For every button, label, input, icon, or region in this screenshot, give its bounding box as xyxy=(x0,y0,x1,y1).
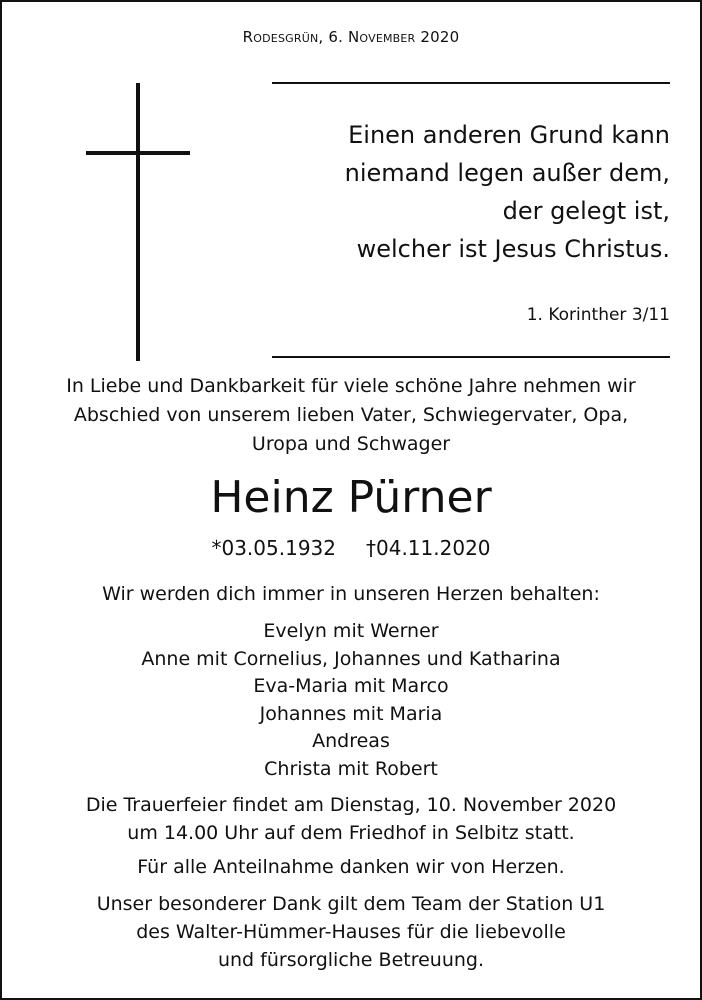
place-date: Rodesgrün, 6. November 2020 xyxy=(242,28,460,46)
family-member: Johannes mit Maria xyxy=(259,702,443,725)
verse-bottom-rule xyxy=(272,356,670,358)
family-member: Andreas xyxy=(312,730,390,752)
intro-line: Uropa und Schwager xyxy=(251,433,451,455)
verse-reference: 1. Korinther 3/11 xyxy=(526,305,670,325)
intro-line: In Liebe und Dankbarkeit für viele schöne Jahre nehmen wir xyxy=(66,375,636,397)
intro-text xyxy=(0,372,702,459)
thanks-text: Für alle Anteilnahme danken wir von Herzen. xyxy=(137,856,565,878)
intro-line: Abschied von unserem lieben Vater, Schwiegervater, Opa, xyxy=(73,404,629,426)
special-thanks-line: Unser besonderer Dank gilt dem Team der Station U1 xyxy=(96,893,606,915)
verse-line: welcher ist Jesus Christus. xyxy=(356,235,670,263)
verse-line: niemand legen außer dem, xyxy=(344,159,670,187)
funeral-info xyxy=(0,791,702,847)
funeral-line: Die Trauerfeier findet am Dienstag, 10. November 2020 xyxy=(85,794,617,816)
funeral-line: um 14.00 Uhr auf dem Friedhof in Selbitz statt. xyxy=(127,822,575,844)
family-member: Evelyn mit Werner xyxy=(263,620,439,642)
verse-line: der gelegt ist, xyxy=(502,197,670,225)
life-dates xyxy=(0,533,702,563)
deceased-name: Heinz Pürner xyxy=(210,472,492,523)
cross-icon-bar xyxy=(86,151,190,155)
special-thanks xyxy=(0,890,702,974)
cross-icon xyxy=(136,83,140,361)
verse-line: Einen anderen Grund kann xyxy=(348,121,670,149)
family-list xyxy=(0,618,702,783)
farewell-text: Wir werden dich immer in unseren Herzen behalten: xyxy=(102,583,600,605)
bible-verse xyxy=(290,116,670,268)
family-member: Anne mit Cornelius, Johannes und Katharina xyxy=(141,647,561,670)
family-member: Eva-Maria mit Marco xyxy=(253,675,449,697)
special-thanks-line: des Walter-Hümmer-Hauses für die liebevolle xyxy=(136,921,566,943)
death-date: †04.11.2020 xyxy=(366,536,491,560)
special-thanks-line: und fürsorgliche Betreuung. xyxy=(217,949,485,971)
family-member: Christa mit Robert xyxy=(264,757,438,780)
verse-top-rule xyxy=(272,82,670,84)
birth-date: *03.05.1932 xyxy=(211,536,336,560)
